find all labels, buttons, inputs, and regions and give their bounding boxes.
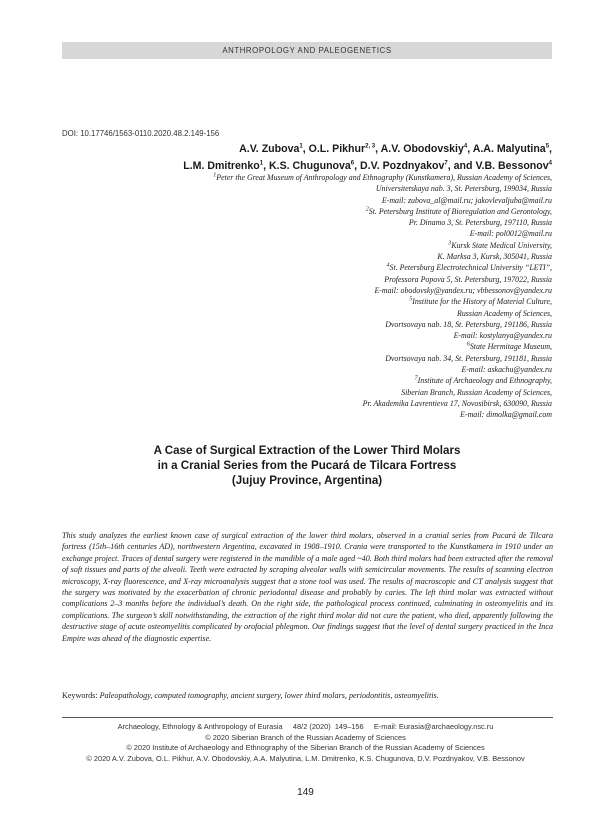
affiliation-number: 7 [414,375,418,382]
affiliation-line [52,409,552,420]
affiliation-text: E-mail: dimolka@gmail.com [460,410,552,420]
affiliation-line [52,319,552,330]
copyright-line: © 2020 Institute of Archaeology and Ethnography of the Siberian Branch of the Russian Academy of Sciences [126,743,485,753]
section-header-banner [62,42,552,59]
author-affiliation-marker: 1 [299,143,303,150]
author-affiliation-marker: 4 [548,160,552,167]
section-title: ANTHROPOLOGY AND PALEOGENETICS [222,46,392,55]
affiliation-line [52,375,552,386]
affiliation-text: Kursk State Medical University, [451,240,552,250]
author-affiliation-marker: 1 [259,160,264,167]
author-separator: , [375,143,381,155]
affiliation-line [52,285,552,296]
author-separator: , [263,160,269,172]
footer-divider [62,717,553,718]
affiliation-line [52,387,552,398]
author-name: L.M. Dmitrenko [183,160,260,172]
affiliation-text: E-mail: askachu@yandex.ru [461,365,552,375]
affiliation-line [52,330,552,341]
author-name: K.S. Chugunova [268,160,351,172]
affiliation-text: K. Marksa 3, Kursk, 305041, Russia [437,252,552,262]
affiliation-line [52,195,552,206]
author-separator: , [549,143,552,155]
affiliation-line [52,262,552,273]
author-affiliation-marker: 6 [350,160,355,167]
author-name: D.V. Pozdnyakov [360,160,445,172]
author-name: A.V. Obodovskiy [380,143,464,155]
affiliation-text: E-mail: kostylanya@yandex.ru [453,331,552,341]
affiliation-text: E-mail: zubova_al@mail.ru; jakovlevaljuba@mail.ru [381,195,552,205]
affiliation-number: 3 [448,240,452,247]
affiliation-text: Pr. Dinamo 3, St. Petersburg, 197110, Russia [408,218,552,228]
affiliation-line [52,240,552,251]
abstract-text: This study analyzes the earliest known case of surgical extraction of the lower third molars, observed in a cranial series from Pucará de Tilcara fortress (15th–16th centuries AD), northwestern Argentina, excavated in 1908–1910. Crania were transported to the Kunstkamera in 1910 under an exchange project. Traces of dental surgery were registered in the mandible of a male aged ~40. Both third molars had been extracted after the removal of soft tissues and parts of the alveoli. Teeth were extracted by scraping alveolar walls with semicircular movements. The results of scanning electron microscopy, X-ray fluorescence, and X-ray microanalysis suggest that a stone tool was used. The results of macroscopic and CT analysis suggest that the surgery was motivated by the exacerbation of chronic periodontal disease and probably by caries. The left third molar was extracted without complications 2–3 months before the individual’s death. On the right side, the pathological process continued, culminating in osteomyelitis and its complications. The surgeon’s skill notwithstanding, the extraction of the right third molar did not cure the patient, who died, apparently following the destructive stage of acute osteomyelitis complicated by orofacial phlegmon. Our findings suggest that the level of dental surgery practiced in the Inca Empire was ahead of the diagnostic expertise. [62,531,553,643]
author-name: A.A. Malyutina [472,143,546,155]
affiliation-text: Universitetskaya nab. 3, St. Petersburg, 199034, Russia [375,184,552,194]
affiliation-number: 5 [409,296,413,303]
affiliation-line [52,172,552,183]
author-affiliation-marker: 5 [545,143,550,150]
affiliation-text: St. Petersburg Institute of Bioregulation and Gerontology, [368,206,552,216]
author-name: V.B. Bessonov [475,160,549,172]
copyright-line: © 2020 Siberian Branch of the Russian Academy of Sciences [205,732,406,742]
doi-line: DOI: 10.17746/1563-0110.2020.48.2.149-156 [62,129,220,138]
affiliation-line [52,364,552,375]
affiliation-text: Dvortsovaya nab. 34, St. Petersburg, 191181, Russia [385,353,552,363]
journal-info-line: Archaeology, Ethnology & Anthropology of Eurasia 48/2 (2020) 149–156 E-mail: Eurasia@archaeology.nsc.ru [117,722,494,731]
affiliation-text: Pr. Akademika Lavrentieva 17, Novosibirsk, 630090, Russia [362,398,552,408]
affiliation-line [52,341,552,352]
copyright-line: © 2020 A.V. Zubova, O.L. Pikhur, A.V. Obodovskiy, A.A. Malyutina, L.M. Dmitrenko, K.S. Chugunova, D.V. Pozdnyakov, V.B. Bessonov [86,753,525,763]
affiliation-line [52,353,552,364]
affiliation-line [52,217,552,228]
affiliation-line [52,206,552,217]
affiliation-line [52,228,552,239]
affiliation-line [52,308,552,319]
affiliation-text: Siberian Branch, Russian Academy of Sciences, [401,387,552,397]
affiliation-line [52,183,552,194]
affiliation-list [52,172,552,421]
affiliation-text: E-mail: obodovsky@yandex.ru; vbbessonov@yandex.ru [374,285,552,295]
keywords-text: Paleopathology, computed tomography, ancient surgery, lower third molars, periodontitis, osteomyelitis. [99,691,439,700]
title-line: (Jujuy Province, Argentina) [231,474,383,487]
author-affiliation-marker: 7 [444,160,448,167]
author-affiliation-marker: 2, 3 [365,143,376,150]
title-line: A Case of Surgical Extraction of the Lower Third Molars [153,444,461,457]
affiliation-number: 6 [466,341,470,348]
affiliation-number: 4 [386,262,390,269]
affiliation-text: St. Petersburg Electrotechnical University “LETI”, [389,263,552,273]
page-number: 149 [297,787,314,798]
affiliation-text: State Hermitage Museum, [469,342,552,352]
affiliation-text: Peter the Great Museum of Anthropology and Ethnography (Kunstkamera), Russian Academy of Sciences, [216,173,552,182]
author-name: O.L. Pikhur [308,143,366,155]
affiliation-line [52,398,552,409]
paper-title [62,443,552,488]
title-line: in a Cranial Series from the Pucará de Tilcara Fortress [157,459,457,472]
affiliation-text: Russian Academy of Sciences, [457,308,552,318]
affiliation-text: Institute of Archaeology and Ethnography, [417,376,552,386]
journal-footer [40,722,571,764]
affiliation-text: E-mail: pol0012@mail.ru [469,229,552,239]
keywords [62,690,553,701]
author-separator: , [354,160,361,172]
affiliation-number: 1 [213,172,217,179]
author-line [52,141,552,158]
affiliation-line [52,251,552,262]
affiliation-text: Institute for the History of Material Culture, [412,297,552,307]
affiliation-text: Dvortsovaya nab. 18, St. Petersburg, 191186, Russia [385,319,552,329]
affiliation-line [52,296,552,307]
author-affiliation-marker: 4 [463,143,468,150]
author-separator: , [302,143,309,155]
affiliation-text: Professora Popova 5, St. Petersburg, 197022, Russia [384,274,552,284]
author-list [52,141,552,175]
affiliation-number: 2 [365,206,369,213]
author-separator: , and [447,160,476,172]
keywords-label: Keywords: [62,691,98,700]
author-separator: , [467,143,473,155]
author-name: A.V. Zubova [239,143,300,155]
affiliation-line [52,274,552,285]
